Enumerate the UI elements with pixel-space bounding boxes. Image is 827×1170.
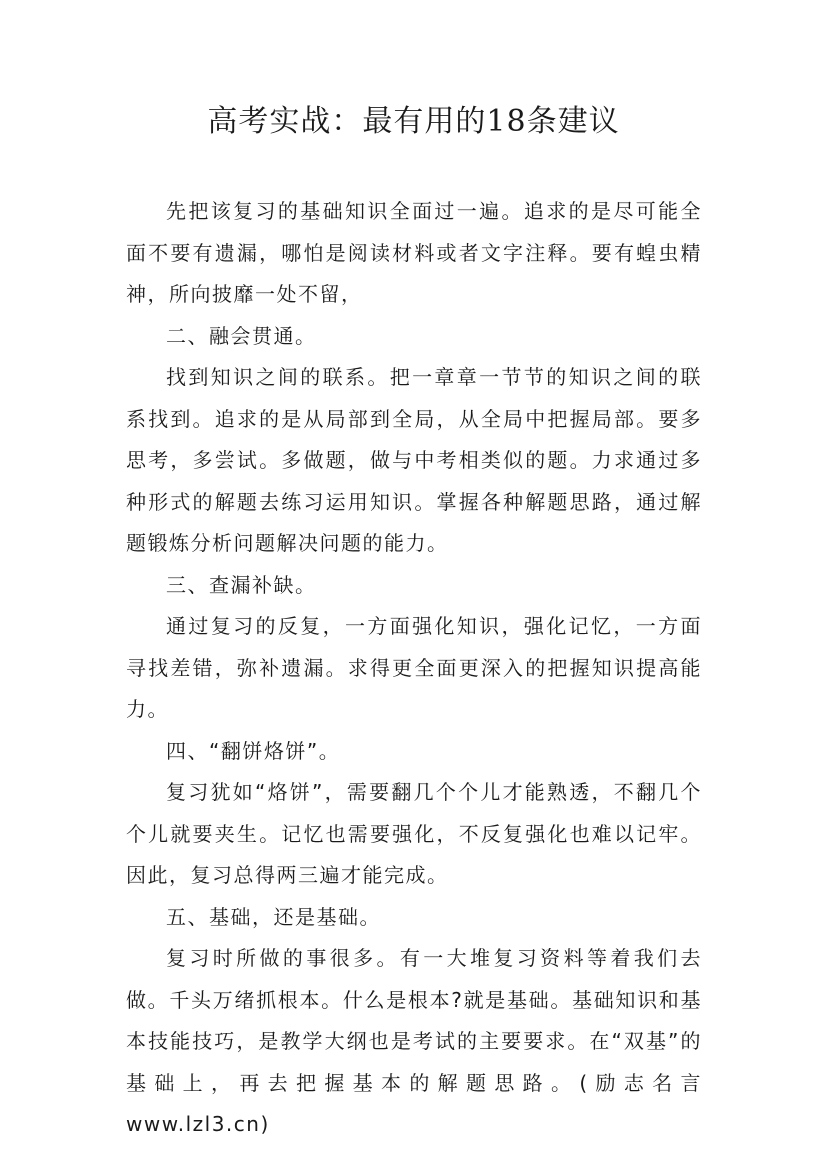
paragraph-repeat-review: 复习犹如“烙饼”，需要翻几个个儿才能熟透，不翻几个个儿就要夹生。记忆也需要强化，不反复强化也难以记牢。因此，复习总得两三遍才能完成。 [126, 780, 702, 887]
heading-section-five: 五、基础，还是基础。 [166, 904, 381, 929]
paragraph-fundamentals: 复习时所做的事很多。有一大堆复习资料等着我们去做。千头万绪抓根本。什么是根本?就是基础。基础知识和基本技能技巧，是教学大纲也是考试的主要要求。在“双基”的基础上，再去把握基本的解题思路。(励志名言 www.lzl3.cn) [126, 946, 702, 1136]
paragraph-connect-knowledge: 找到知识之间的联系。把一章章一节节的知识之间的联系找到。追求的是从局部到全局，从全局中把握局部。要多思考，多尝试。多做题，做与中考相类似的题。力求通过多种形式的解题去练习运用知识。掌握各种解题思路，通过解题锻炼分析问题解决问题的能力。 [126, 365, 702, 555]
document-body [126, 191, 702, 1146]
paragraph-fill-gaps: 通过复习的反复，一方面强化知识，强化记忆，一方面寻找差错，弥补遗漏。求得更全面更深入的把握知识提高能力。 [126, 614, 702, 721]
heading-section-three: 三、查漏补缺。 [166, 572, 317, 597]
paragraph-review-basics: 先把该复习的基础知识全面过一遍。追求的是尽可能全面不要有遗漏，哪怕是阅读材料或者文字注释。要有蝗虫精神，所向披靡一处不留， [126, 199, 702, 306]
document-title: 高考实战：最有用的18条建议 [207, 104, 620, 139]
heading-section-four: 四、“翻饼烙饼”。 [166, 738, 341, 763]
heading-section-two: 二、融会贯通。 [166, 323, 317, 348]
